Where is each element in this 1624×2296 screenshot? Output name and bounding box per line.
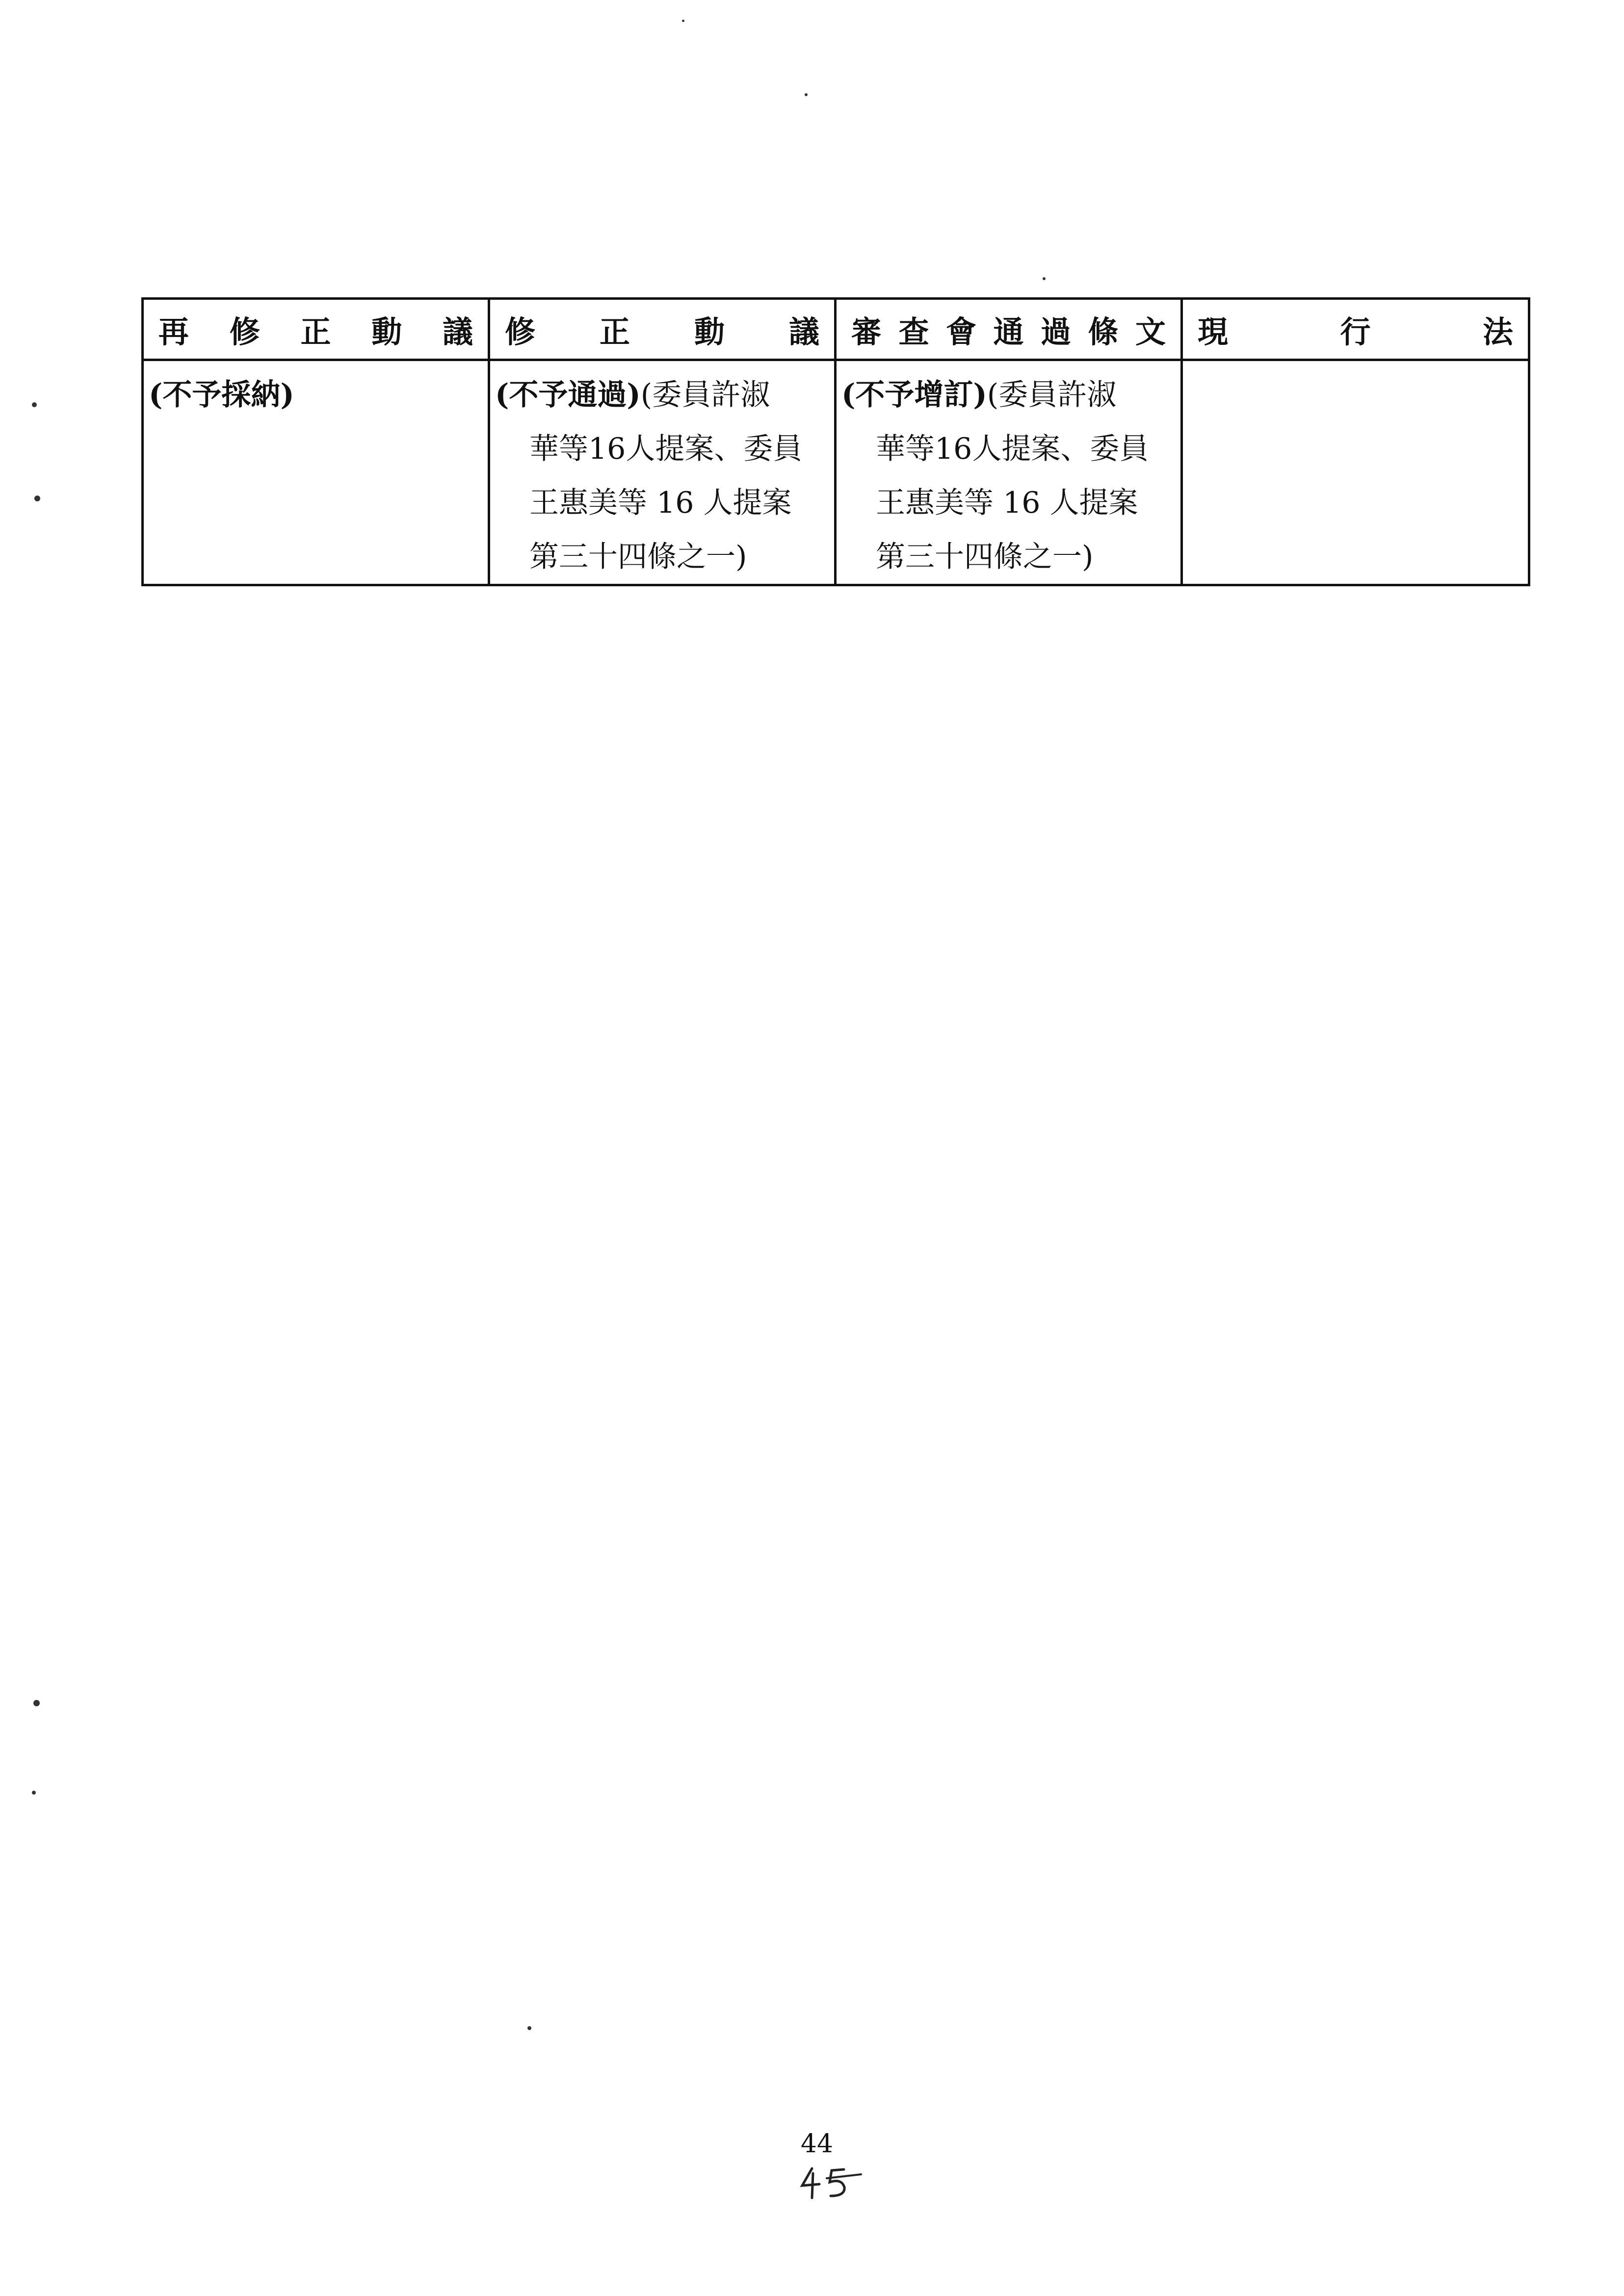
amendment-line-1: 華等16人提案、委員 [529,432,803,466]
header-re-amendment: 再修正動議 [143,299,489,360]
table-header-row [143,299,1529,360]
committee-line-2: 王惠美等 16 人提案 [876,486,1138,520]
amendment-line-0: (委員許淑 [640,378,770,412]
handwritten-page-number [797,2164,866,2203]
cell-committee-text [836,360,1182,585]
amendment-line-3: 第三十四條之一) [529,540,747,574]
cell-re-amendment [143,360,489,585]
table-row [143,360,1529,585]
header-current-law: 現行法 [1182,299,1529,360]
committee-line-0: (委員許淑 [987,378,1117,412]
committee-status: (不予增訂) [841,378,987,412]
header-committee-text: 審查會通過條文 [836,299,1182,360]
cell-amendment [489,360,836,585]
committee-line-1: 華等16人提案、委員 [876,432,1149,466]
amendment-status: (不予通過) [495,378,641,412]
cell-current-law [1182,360,1529,585]
re-amendment-status: (不予採納) [149,378,294,412]
committee-line-3: 第三十四條之一) [876,540,1094,574]
amendment-line-2: 王惠美等 16 人提案 [529,486,792,520]
comparison-table [141,297,1530,586]
header-amendment: 修正動議 [489,299,836,360]
page-number: 44 [800,2129,834,2159]
